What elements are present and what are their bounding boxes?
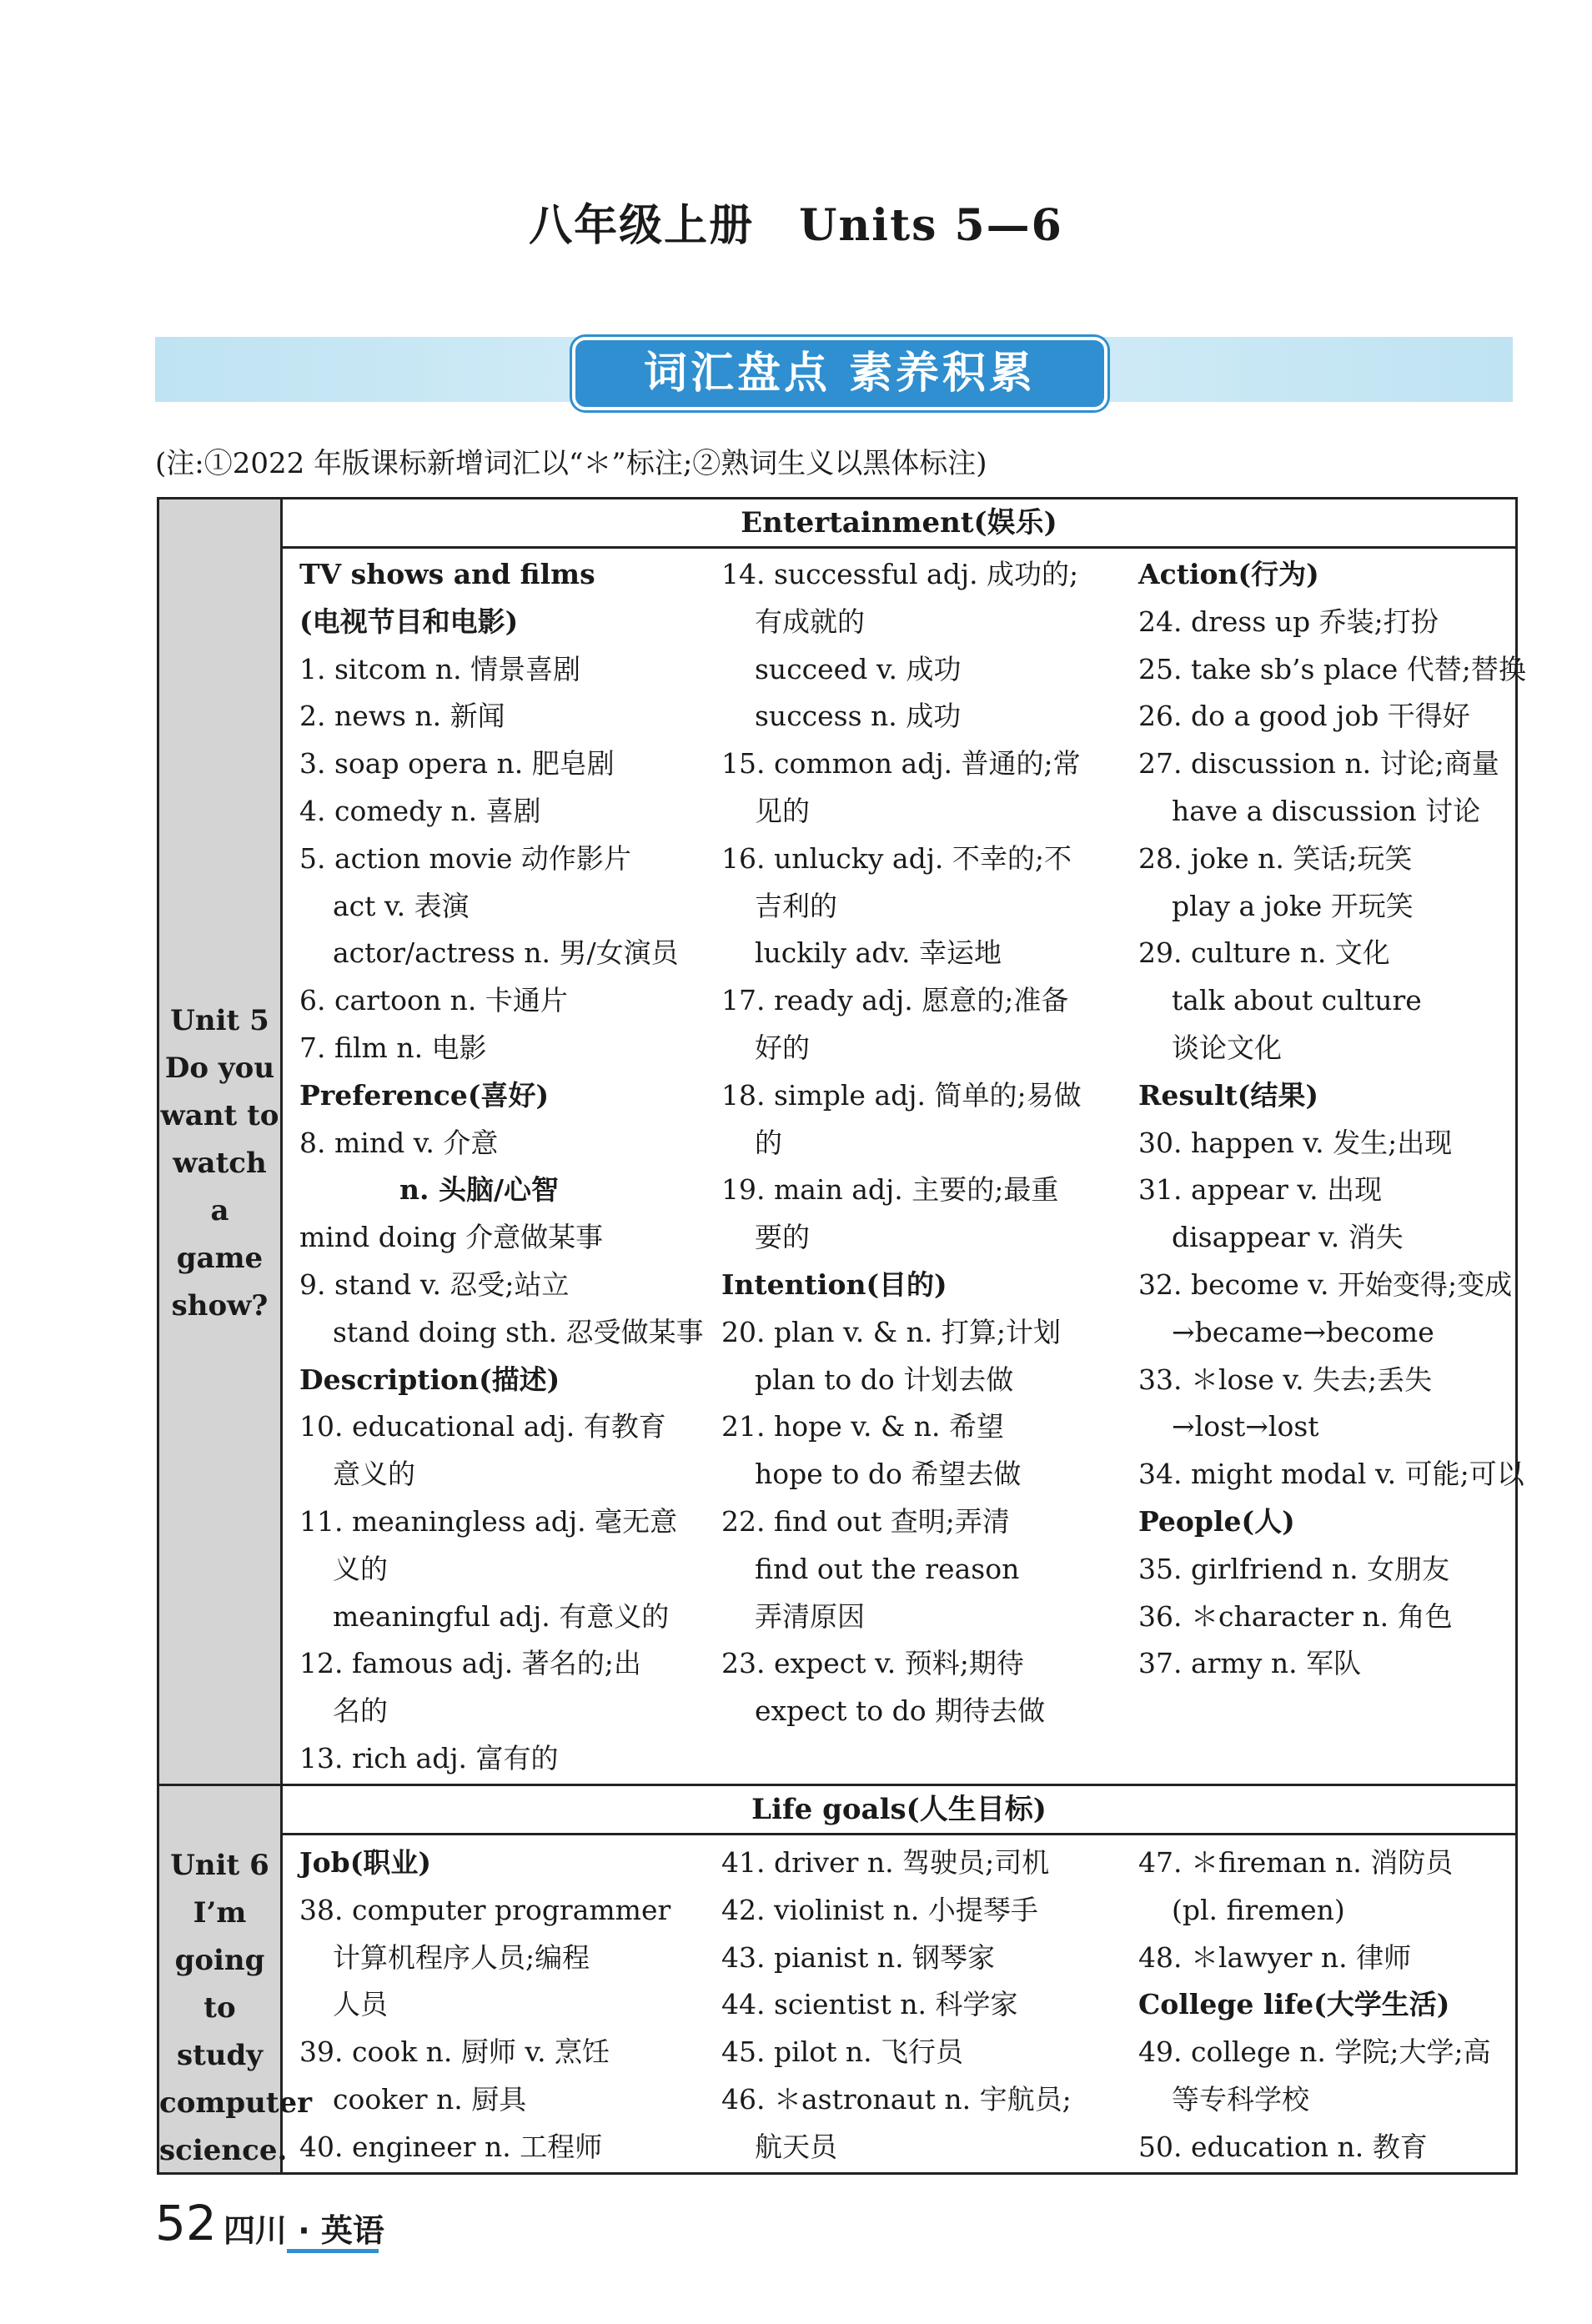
unit5-column-3 bbox=[1138, 551, 1539, 1688]
unit5-label: Unit 5 Do you want to watch a game show? bbox=[160, 1004, 279, 1323]
unit6-column-1 bbox=[299, 1840, 700, 2171]
vocab-entry: stand doing sth. 忍受做某事 bbox=[333, 1315, 704, 1348]
vocab-entry: meaningful adj. 有意义的 bbox=[333, 1599, 670, 1633]
vocab-entry: 30. happen v. 发生;出现 bbox=[1138, 1126, 1453, 1159]
vocab-entry: 33. ＊lose v. 失去;丢失 bbox=[1138, 1363, 1433, 1396]
note: (注:①2022 年版课标新增词汇以“＊”标注;②熟词生义以黑体标注) bbox=[155, 447, 987, 480]
vocab-entry: 23. expect v. 预料;期待 bbox=[721, 1647, 1024, 1680]
vocab-entry: expect to do 期待去做 bbox=[755, 1694, 1046, 1728]
unit6-column-3 bbox=[1138, 1840, 1539, 2171]
unit6-label: Unit 6 I’m going to study computer science. bbox=[159, 1849, 313, 2167]
vocab-entry: 10. educational adj. 有教育 bbox=[299, 1410, 666, 1443]
vocab-entry: 义的 bbox=[333, 1552, 388, 1585]
vocab-entry: 21. hope v. & n. 希望 bbox=[721, 1410, 1005, 1443]
page-title: 八年级上册 Units 5—6 bbox=[529, 200, 1063, 251]
vocab-entry: 34. might modal v. 可能;可以 bbox=[1138, 1458, 1524, 1491]
category-heading: TV shows and films bbox=[299, 558, 595, 590]
vocab-entry: 4. comedy n. 喜剧 bbox=[299, 794, 541, 827]
divider bbox=[283, 546, 1515, 549]
vocab-entry: plan to do 计划去做 bbox=[755, 1363, 1014, 1396]
vocab-entry: talk about culture bbox=[1172, 984, 1422, 1017]
vocab-entry: 12. famous adj. 著名的;出 bbox=[299, 1647, 641, 1680]
section-banner: 词汇盘点 素养积累 bbox=[572, 337, 1107, 410]
vocab-entry: 14. successful adj. 成功的; bbox=[721, 558, 1079, 590]
vocab-entry: 39. cook n. 厨师 v. 烹饪 bbox=[299, 2035, 610, 2069]
vocab-entry: 17. ready adj. 愿意的;准备 bbox=[721, 984, 1069, 1017]
vocab-entry: 19. main adj. 主要的;最重 bbox=[721, 1173, 1059, 1207]
vocab-entry: 15. common adj. 普通的;常 bbox=[721, 747, 1081, 781]
vocab-entry: 35. girlfriend n. 女朋友 bbox=[1138, 1552, 1450, 1585]
vocab-entry: 47. ＊fireman n. 消防员 bbox=[1138, 1846, 1454, 1879]
category-heading: Result(结果) bbox=[1138, 1078, 1318, 1112]
vocab-entry: success n. 成功 bbox=[755, 700, 962, 733]
vocab-entry: 48. ＊lawyer n. 律师 bbox=[1138, 1940, 1412, 1974]
vocab-entry: →became→become bbox=[1172, 1315, 1434, 1348]
vocab-entry: 43. pianist n. 钢琴家 bbox=[721, 1940, 996, 1974]
vocab-entry: find out the reason bbox=[755, 1552, 1020, 1585]
vocab-entry: actor/actress n. 男/女演员 bbox=[333, 936, 679, 970]
vocab-entry: 42. violinist n. 小提琴手 bbox=[721, 1893, 1038, 1926]
footer-underline bbox=[287, 2249, 379, 2253]
vocab-entry: 7. film n. 电影 bbox=[299, 1031, 487, 1064]
vocab-entry: 32. become v. 开始变得;变成 bbox=[1138, 1267, 1513, 1301]
vocab-entry: 31. appear v. 出现 bbox=[1138, 1173, 1383, 1207]
unit5-header: Entertainment(娱乐) bbox=[741, 506, 1057, 540]
category-heading: Action(行为) bbox=[1138, 558, 1319, 590]
unit6-header: Life goals(人生目标) bbox=[751, 1793, 1047, 1826]
vocab-entry: play a joke 开玩笑 bbox=[1172, 889, 1414, 922]
vocab-entry: 24. dress up 乔装;打扮 bbox=[1138, 605, 1439, 638]
vocab-table bbox=[157, 497, 1526, 2175]
vocab-entry: 2. news n. 新闻 bbox=[299, 700, 505, 733]
vocab-entry: 弄清原因 bbox=[755, 1599, 865, 1633]
vocab-entry: 38. computer programmer bbox=[299, 1893, 671, 1926]
vocab-entry: 26. do a good job 干得好 bbox=[1138, 700, 1470, 733]
category-heading: Job(职业) bbox=[299, 1846, 431, 1879]
category-heading: Intention(目的) bbox=[721, 1267, 947, 1301]
vocab-entry: 13. rich adj. 富有的 bbox=[299, 1741, 559, 1774]
vocab-entry: 16. unlucky adj. 不幸的;不 bbox=[721, 841, 1072, 875]
vocab-entry: 29. culture n. 文化 bbox=[1138, 936, 1390, 970]
vocab-entry: 28. joke n. 笑话;玩笑 bbox=[1138, 841, 1413, 875]
vocab-entry: 46. ＊astronaut n. 宇航员; bbox=[721, 2082, 1072, 2116]
vocab-entry: 22. find out 查明;弄清 bbox=[721, 1504, 1010, 1538]
divider bbox=[283, 1833, 1515, 1835]
category-heading: Description(描述) bbox=[299, 1363, 560, 1396]
vocab-entry: 好的 bbox=[755, 1031, 810, 1064]
vocab-entry: hope to do 希望去做 bbox=[755, 1458, 1022, 1491]
vocab-entry: mind doing 介意做某事 bbox=[299, 1221, 604, 1254]
vocab-entry: 见的 bbox=[755, 794, 810, 827]
footer-label: 四川 · 英语 bbox=[223, 2212, 384, 2249]
vocab-entry: 计算机程序人员;编程 bbox=[333, 1940, 590, 1974]
vocab-entry: 谈论文化 bbox=[1172, 1031, 1282, 1064]
vocab-entry: (pl. firemen) bbox=[1172, 1893, 1345, 1926]
unit6-column-2 bbox=[721, 1840, 1122, 2171]
vocab-entry: 25. take sb’s place 代替;替换 bbox=[1138, 652, 1526, 685]
vocab-entry: 人员 bbox=[333, 1988, 388, 2021]
vocab-entry: 44. scientist n. 科学家 bbox=[721, 1988, 1018, 2021]
vocab-entry: 27. discussion n. 讨论;商量 bbox=[1138, 747, 1499, 781]
vocab-entry: 要的 bbox=[755, 1221, 810, 1254]
vocab-entry: 45. pilot n. 飞行员 bbox=[721, 2035, 964, 2069]
vocab-entry: luckily adv. 幸运地 bbox=[755, 936, 1002, 970]
vocab-entry: 50. education n. 教育 bbox=[1138, 2130, 1428, 2163]
vocab-entry: 5. action movie 动作影片 bbox=[299, 841, 631, 875]
vocab-entry: 8. mind v. 介意 bbox=[299, 1126, 499, 1159]
vocab-entry: 9. stand v. 忍受;站立 bbox=[299, 1267, 570, 1301]
vocab-entry: 吉利的 bbox=[755, 889, 837, 922]
category-heading: College life(大学生活) bbox=[1138, 1988, 1450, 2021]
page-number: 52 bbox=[155, 2195, 217, 2251]
vocab-entry: 1. sitcom n. 情景喜剧 bbox=[299, 652, 581, 685]
vocab-entry: 41. driver n. 驾驶员;司机 bbox=[721, 1846, 1050, 1879]
vocab-entry: 40. engineer n. 工程师 bbox=[299, 2130, 603, 2163]
vocab-entry: 3. soap opera n. 肥皂剧 bbox=[299, 747, 615, 781]
category-heading: People(人) bbox=[1138, 1504, 1295, 1538]
vocab-entry: 航天员 bbox=[755, 2130, 837, 2163]
unit5-column-1 bbox=[299, 551, 704, 1783]
vocab-entry: act v. 表演 bbox=[333, 889, 470, 922]
vocab-entry: 11. meaningless adj. 毫无意 bbox=[299, 1504, 678, 1538]
vocab-entry: 37. army n. 军队 bbox=[1138, 1647, 1362, 1680]
category-heading: Preference(喜好) bbox=[299, 1078, 550, 1112]
vocab-entry: 49. college n. 学院;大学;高 bbox=[1138, 2035, 1491, 2069]
vocab-entry: 20. plan v. & n. 打算;计划 bbox=[721, 1315, 1061, 1348]
vocab-entry: 的 bbox=[755, 1126, 782, 1159]
vocab-entry: 有成就的 bbox=[755, 605, 865, 638]
category-heading: (电视节目和电影) bbox=[299, 605, 519, 638]
vocab-entry: →lost→lost bbox=[1172, 1410, 1319, 1443]
vocab-entry: cooker n. 厨具 bbox=[333, 2082, 527, 2116]
vocab-entry: 等专科学校 bbox=[1172, 2082, 1309, 2116]
vocab-entry: succeed v. 成功 bbox=[755, 652, 962, 685]
vocab-entry: 18. simple adj. 简单的;易做 bbox=[721, 1078, 1082, 1112]
vocab-entry: have a discussion 讨论 bbox=[1172, 794, 1481, 827]
unit5-column-2 bbox=[721, 551, 1122, 1735]
vocab-entry: 6. cartoon n. 卡通片 bbox=[299, 984, 568, 1017]
vocab-entry: 意义的 bbox=[333, 1458, 415, 1491]
vocab-entry: 36. ＊character n. 角色 bbox=[1138, 1599, 1453, 1633]
vocab-entry: 名的 bbox=[333, 1694, 388, 1728]
vocab-entry: n. 头脑/心智 bbox=[399, 1173, 560, 1207]
vocab-entry: disappear v. 消失 bbox=[1172, 1221, 1404, 1254]
